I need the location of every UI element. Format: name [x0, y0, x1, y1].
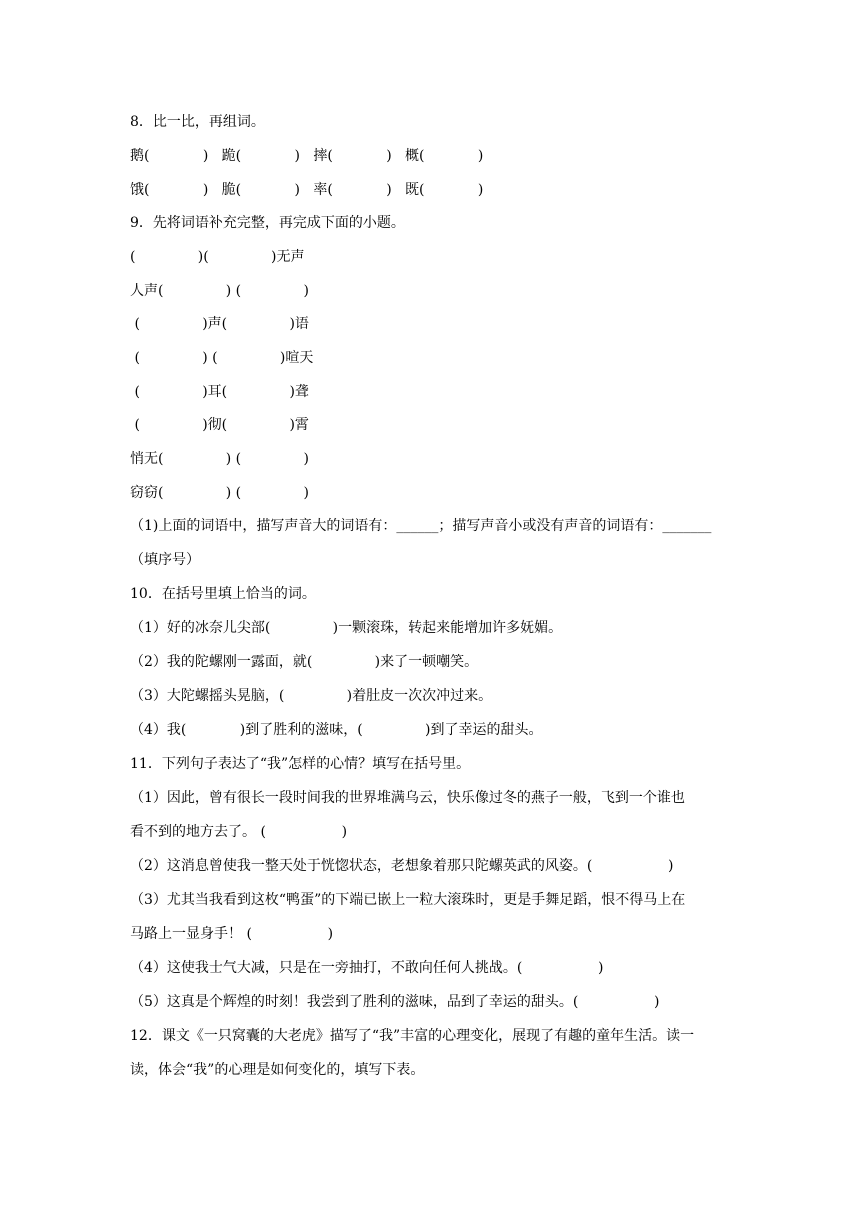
q11-item-2: （2）这消息曾使我一整天处于恍惚状态，老想象着那只陀螺英武的风姿。( )	[130, 858, 674, 874]
q10-item-1: （1）好的冰奈儿尖部( )一颗滚珠，转起来能增加许多妩媚。	[130, 620, 563, 636]
q11-item-5: （5）这真是个辉煌的时刻！我尝到了胜利的滋味，品到了幸运的甜头。( )	[130, 994, 660, 1010]
question-12-title: 12．课文《一只窝囊的大老虎》描写了“我”丰富的心理变化，展现了有趣的童年生活。读一	[130, 1028, 695, 1044]
q10-item-2: （2）我的陀螺刚一露面，就( )来了一顿嘲笑。	[130, 654, 479, 670]
q9-word-6: ( )彻( )霄	[130, 417, 309, 433]
q9-word-3: ( )声( )语	[130, 316, 309, 332]
q9-word-1: ( )( )无声	[130, 249, 305, 265]
question-10-title: 10．在括号里填上恰当的词。	[130, 586, 316, 602]
q10-item-3: （3）大陀螺摇头晃脑，( )着肚皮一次次冲过来。	[130, 688, 493, 704]
q11-item-3-cont: 马路上一显身手！ ( )	[130, 926, 334, 942]
q11-item-3: （3）尤其当我看到这枚“鸭蛋”的下端已嵌上一粒大滚珠时，更是手舞足蹈，恨不得马上在	[130, 892, 686, 908]
q9-word-4: ( ) ( )喧天	[130, 350, 314, 366]
question-11-title: 11．下列句子表达了“我”怎样的心情？填写在括号里。	[130, 756, 471, 772]
q9-word-7: 悄无( ) ( )	[130, 451, 309, 467]
q9-word-8: 窃窃( ) ( )	[130, 485, 309, 501]
q9-sub-1: （1)上面的词语中，描写声音大的词语有：______；描写声音小或没有声音的词语有：_______	[130, 518, 712, 534]
question-9-title: 9．先将词语补充完整，再完成下面的小题。	[130, 215, 405, 231]
q9-word-5: ( )耳( )聋	[130, 384, 309, 400]
q10-item-4: （4）我( )到了胜利的滋味，( )到了幸运的甜头。	[130, 722, 543, 738]
q11-item-4: （4）这使我士气大减，只是在一旁抽打，不敢向任何人挑战。( )	[130, 960, 604, 976]
question-12-cont: 读，体会“我”的心理是如何变化的，填写下表。	[130, 1062, 425, 1078]
q9-sub-1-note: （填序号）	[130, 552, 200, 568]
q11-item-1: （1）因此，曾有很长一段时间我的世界堆满乌云，快乐像过冬的燕子一般，飞到一个谁也	[130, 790, 685, 806]
q8-row-1: 鹅( ) 跪( ) 摔( ) 概( )	[130, 148, 484, 164]
q11-item-1-cont: 看不到的地方去了。 ( )	[130, 824, 348, 840]
q9-word-2: 人声( ) ( )	[130, 283, 309, 299]
q8-row-2: 饿( ) 脆( ) 率( ) 既( )	[130, 182, 484, 198]
question-8-title: 8．比一比，再组词。	[130, 114, 265, 130]
